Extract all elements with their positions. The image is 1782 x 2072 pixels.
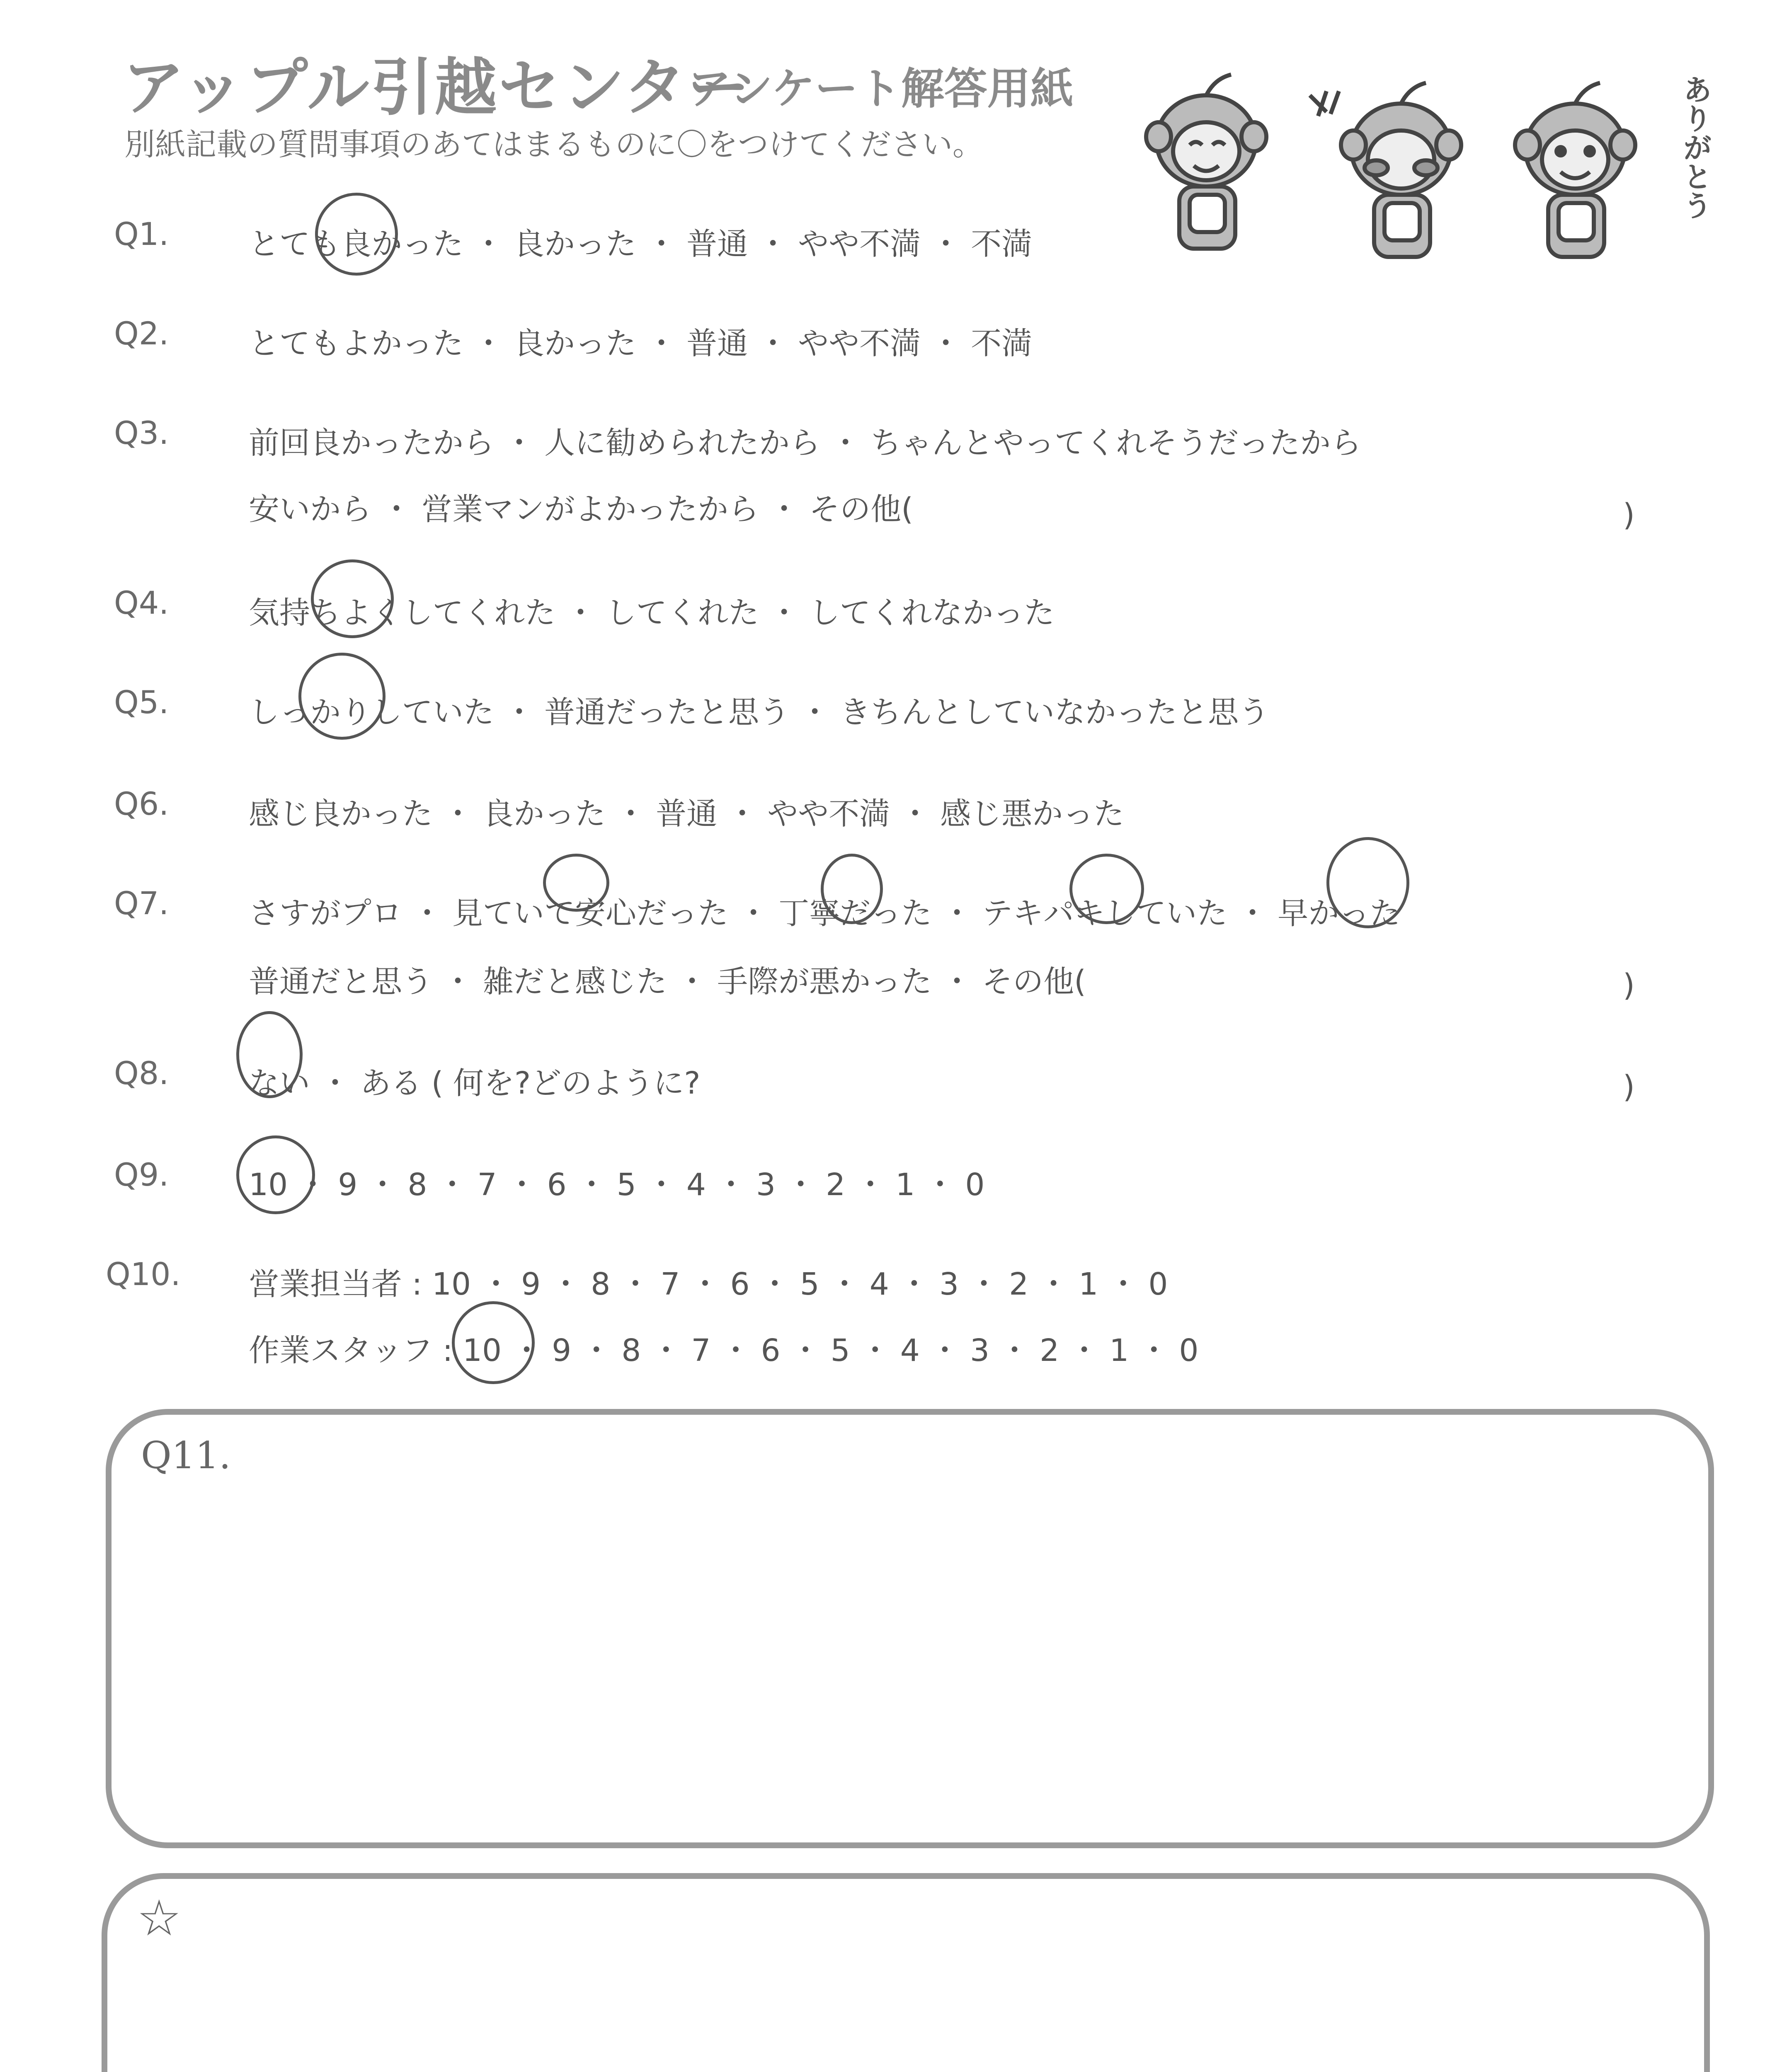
q3-close-paren: ) — [1623, 497, 1635, 533]
q6-options: 感じ良かった ・ 良かった ・ 普通 ・ やや不満 ・ 感じ悪かった — [249, 796, 1125, 832]
answer-circle-q1 — [315, 193, 398, 276]
q10-staff-scale: 作業スタッフ : 10 ・ 9 ・ 8 ・ 7 ・ 6 ・ 5 ・ 4 ・ 3 ・ 2 ・ 1 ・ 0 — [249, 1333, 1199, 1368]
q11-label: Q11. — [141, 1434, 231, 1477]
q10-sales-scale: 営業担当者 : 10 ・ 9 ・ 8 ・ 7 ・ 6 ・ 5 ・ 4 ・ 3 ・ 2 ・ 1 ・ 0 — [249, 1266, 1168, 1302]
q5-options: しっかりしていた ・ 普通だったと思う ・ きちんとしていなかったと思う — [249, 695, 1270, 730]
answer-circle-q7-anshin — [543, 854, 609, 912]
instruction-text: 別紙記載の質問事項のあてはまるものに〇をつけてください。 — [124, 127, 983, 162]
q7-close-paren: ) — [1623, 968, 1635, 1003]
q7-label: Q7. — [114, 885, 169, 922]
q2-options: とてもよかった ・ 良かった ・ 普通 ・ やや不満 ・ 不満 — [249, 326, 1033, 361]
thanks-text: ありがとう — [1678, 75, 1712, 220]
q10-label: Q10. — [106, 1256, 181, 1293]
q4-options: 気持ちよくしてくれた ・ してくれた ・ してくれなかった — [249, 595, 1055, 631]
q3-options-line2: 安いから ・ 営業マンがよかったから ・ その他( — [249, 491, 913, 527]
q3-label: Q3. — [114, 414, 169, 451]
answer-circle-q10-staff — [452, 1301, 535, 1384]
q3-options-line1: 前回良かったから ・ 人に勧められたから ・ ちゃんとやってくれそうだったから — [249, 425, 1362, 461]
q1-label: Q1. — [114, 215, 169, 252]
page-title: アップル引越センター — [122, 52, 752, 124]
q9-scale: 10 ・ 9 ・ 8 ・ 7 ・ 6 ・ 5 ・ 4 ・ 3 ・ 2 ・ 1 ・ 0 — [249, 1167, 985, 1203]
star-comment-box[interactable] — [102, 1873, 1710, 2072]
answer-circle-q5 — [298, 653, 385, 740]
answer-circle-q9 — [236, 1135, 315, 1214]
q7-options-line2: 普通だと思う ・ 雑だと感じた ・ 手際が悪かった ・ その他( — [249, 964, 1086, 1000]
q9-label: Q9. — [114, 1156, 169, 1193]
q8-options: ない ・ ある ( 何を?どのように? — [249, 1065, 701, 1101]
q5-label: Q5. — [114, 684, 169, 721]
q8-close-paren: ) — [1623, 1069, 1635, 1105]
monkey-mascots-illustration — [1144, 62, 1724, 278]
star-label: ☆ — [137, 1890, 182, 1947]
page-subtitle: アンケート解答用紙 — [688, 63, 1074, 114]
answer-circle-q7-hayakatta — [1326, 837, 1409, 928]
answer-circle-q8 — [236, 1011, 303, 1098]
answer-circle-q4 — [311, 559, 394, 638]
q4-label: Q4. — [114, 584, 169, 621]
q11-comment-box[interactable] — [106, 1409, 1714, 1848]
q2-label: Q2. — [114, 315, 169, 352]
q6-label: Q6. — [114, 785, 169, 822]
q8-label: Q8. — [114, 1055, 169, 1092]
answer-circle-q7-teinei — [821, 854, 883, 924]
q1-options: とても良かった ・ 良かった ・ 普通 ・ やや不満 ・ 不満 — [249, 226, 1033, 262]
answer-circle-q7-tekipaki — [1069, 854, 1144, 924]
q7-options-line1: さすがプロ ・ 見ていて安心だった ・ 丁寧だった ・ テキパキしていた ・ 早かった — [249, 896, 1401, 931]
